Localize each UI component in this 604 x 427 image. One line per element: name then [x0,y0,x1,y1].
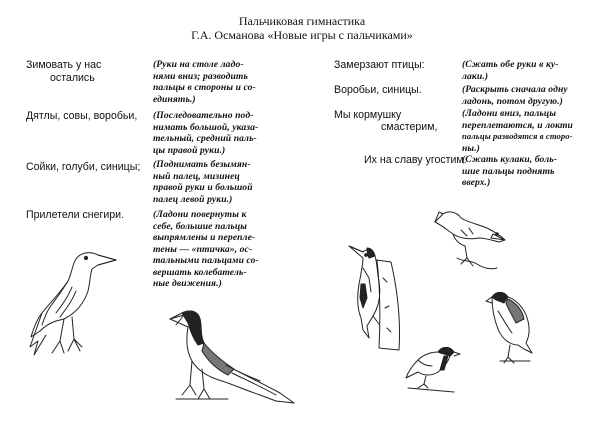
instruction-8 [462,154,557,189]
title-line-1: Пальчиковая гимнастика [238,14,366,28]
instruction-line: тальными пальцами со- [153,255,259,266]
tit-icon [404,342,464,397]
title-line-2: Г.А. Османова «Новые игры с пальчиками» [191,28,413,42]
instruction-line: лаки.) [462,70,489,82]
instruction-2 [153,110,258,156]
instruction-line: (Руки на столе ладо- [153,59,244,70]
instruction-line: палец левой руки.) [153,193,233,205]
instruction-line: нями вниз; разводить [153,70,248,82]
instruction-line: ные движения.) [153,278,222,289]
sparrow-icon [433,208,513,278]
verse-2: Дятлы, совы, воробьи, [26,110,138,122]
instruction-line: шие пальцы поднять [462,165,555,177]
instruction-4 [153,209,259,290]
instruction-line: нимать большой, указа- [153,121,259,133]
instruction-line: переплетаются, и локти [462,119,573,131]
instruction-line: ный палец, мизинец [153,170,240,182]
instruction-line: тельный, средний паль- [153,133,257,144]
instruction-line: (Ладони вниз, пальцы [462,108,557,119]
verse-4: Прилетели снегири. [26,209,125,221]
instruction-1 [153,59,256,105]
instruction-line: цы правой руки.) [153,144,226,156]
verse-1-line-1: Зимовать у нас [26,59,102,71]
instruction-3 [153,159,253,205]
verse-1-line-2: остались [50,72,95,84]
instruction-line: правой руки и большой [153,182,253,193]
instruction-line: ладонь, потом другую.) [462,95,563,107]
instruction-line: вверх.) [462,177,491,188]
verse-5: Замерзают птицы: [334,59,425,71]
instruction-line: тены — «птичка», ос- [153,243,253,255]
instruction-7 [462,108,573,154]
instruction-line: единять.) [153,93,196,105]
verse-8: Их на славу угостим. [364,154,467,166]
instruction-line: (Поднимать безымян- [153,159,251,170]
bullfinch-icon [486,287,546,367]
instruction-6 [462,84,568,107]
instruction-line: выпрямлены и перепле- [153,232,256,243]
instruction-line: пальцы разводятся в сторо- [462,131,573,141]
instruction-line: (Ладони повернуты к [153,209,247,220]
instruction-5 [462,59,559,82]
instruction-line: (Последовательно под- [153,110,254,121]
crow-icon [28,247,128,362]
instruction-line: (Сжать кулаки, боль- [462,154,558,165]
verse-3: Сойки, голуби, синицы; [26,161,141,173]
magpie-icon [168,303,298,413]
verse-7-line-1: Мы кормушку [334,109,402,121]
instruction-line: (Сжать обе руки в ку- [462,59,559,70]
instruction-line: (Раскрыть сначала одну [462,84,568,95]
instruction-line: ны.) [462,142,480,154]
instruction-line: себе, большие пальцы [153,220,248,232]
instruction-line: пальцы в стороны и со- [153,82,256,93]
instruction-line: вершать колебатель- [153,266,247,278]
woodpecker-icon [347,238,402,358]
verse-7-line-2: смастерим, [381,121,438,133]
verse-6: Воробьи, синицы. [334,84,422,96]
